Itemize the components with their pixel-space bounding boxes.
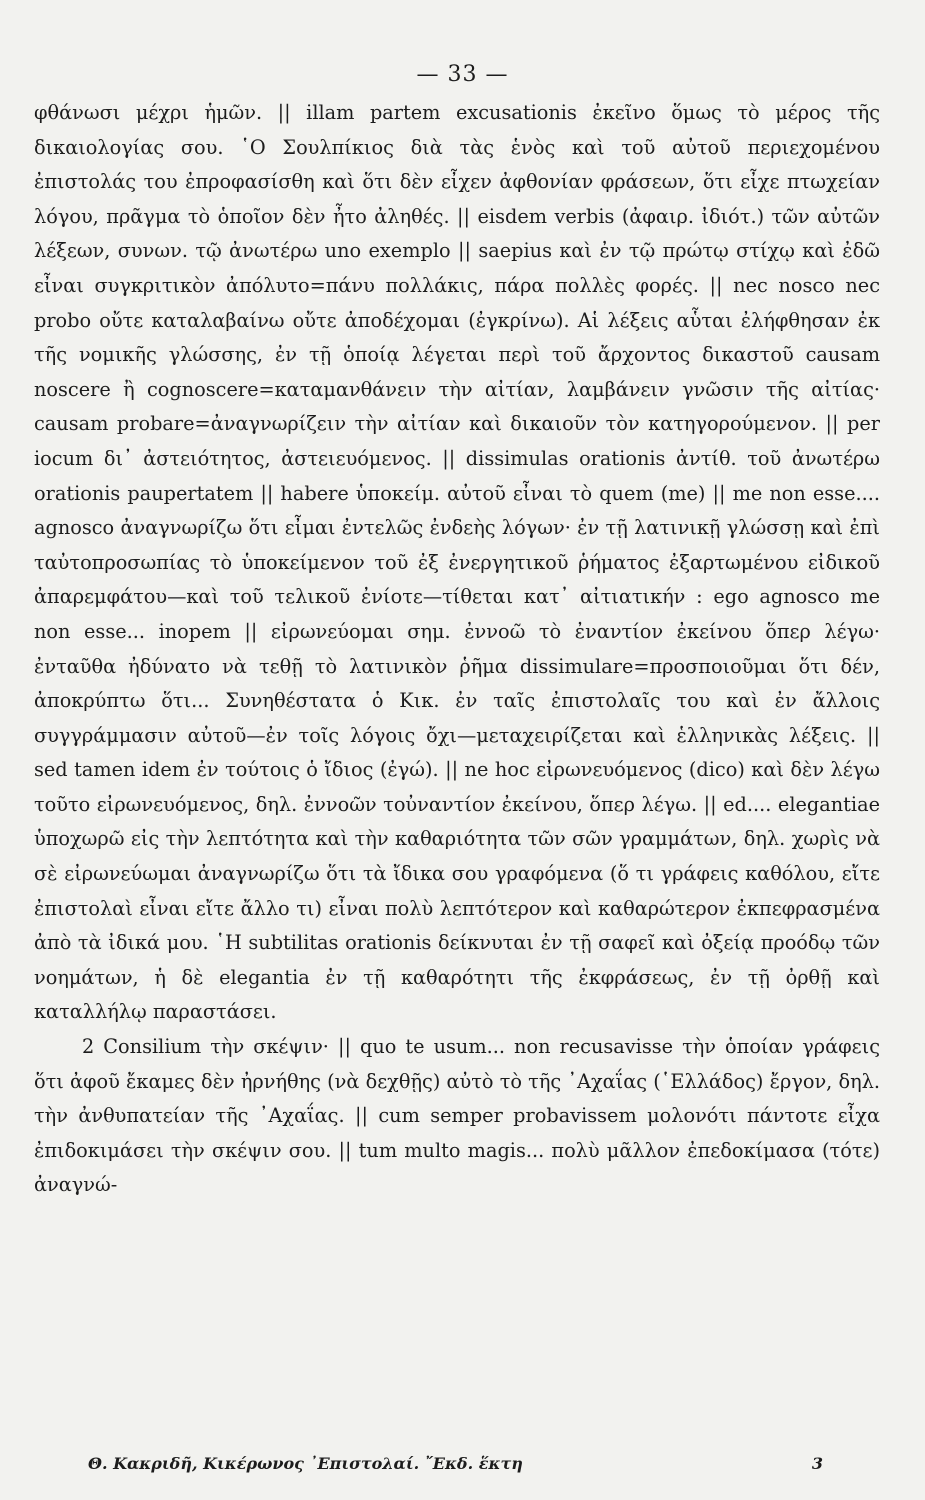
page-number: — 33 — (416, 62, 509, 87)
main-text (34, 96, 880, 1203)
signature-number: 3 (811, 1454, 823, 1473)
signature-text: Θ. Κακριδῆ, Κικέρωνος ᾿Επιστολαί. ῎Εκδ. ἕκτη (88, 1454, 523, 1473)
printer-signature (88, 1454, 823, 1473)
paragraph-2: 2 Consilium τὴν σκέψιν· || quo te usum... non recusavisse τὴν ὁποίαν γράφεις ὅτι ἀφοῦ ἔκαμες δὲν ἠρνήθης (νὰ δεχθῇς) αὐτὸ τὸ τῆς ᾿Αχαΐας (῾Ελλάδος) ἔργον, δηλ. τὴν ἀνθυπατείαν τῆς ᾿Αχαΐας. || cum semper probavissem μολονότι πάντοτε εἶχα ἐπιδοκιμάσει τὴν σκέψιν σου. || tum multo magis... πολὺ μᾶλλον ἐπεδοκίμασα (τότε) ἀναγνώ- (34, 1035, 880, 1197)
paragraph-1: φθάνωσι μέχρι ἡμῶν. || illam partem excusationis ἐκεῖνο ὅμως τὸ μέρος τῆς δικαιολογίας σου. ῾Ο Σουλπίκιος διὰ τὰς ἑνὸς καὶ τοῦ αὐτοῦ περιεχομένου ἐπιστολάς του ἐπροφασίσθη καὶ ὅτι δὲν εἶχεν ἀφθονίαν φράσεων, ὅτι εἶχε πτωχείαν λόγου, πρᾶγμα τὸ ὁποῖον δὲν ἦτο ἀληθές. || eisdem verbis (ἀφαιρ. ἰδιότ.) τῶν αὐτῶν λέξεων, συνων. τῷ ἀνωτέρω uno exemplo || saepius καὶ ἐν τῷ πρώτῳ στίχῳ καὶ ἐδῶ εἶναι συγκριτικὸν ἀπόλυτο=πάνυ πολλάκις, πάρα πολλὲς φορές. || nec nosco nec probo οὔτε καταλαβαίνω οὔτε ἀποδέχομαι (ἐγκρίνω). Αἱ λέξεις αὗται ἐλήφθησαν ἐκ τῆς νομικῆς γλώσσης, ἐν τῇ ὁποίᾳ λέγεται περὶ τοῦ ἄρχοντος δικαστοῦ causam noscere ἢ cognoscere=καταμανθάνειν τὴν αἰτίαν, λαμβάνειν γνῶσιν τῆς αἰτίας· causam probare=ἀναγνωρίζειν τὴν αἰτίαν καὶ δικαιοῦν τὸν κατηγορούμενον. || per iocum δι᾽ ἀστειότητος, ἀστειευόμενος. || dissimulas orationis ἀντίθ. τοῦ ἀνωτέρω orationis paupertatem || habere ὑποκείμ. αὐτοῦ εἶναι τὸ quem (me) || me non esse.... agnosco ἀναγνωρίζω ὅτι εἶμαι ἐντελῶς ἐνδεὴς λόγων· ἐν τῇ λατινικῇ γλώσσῃ καὶ ἐπὶ ταὐτοπροσωπίας τὸ ὑποκείμενον τοῦ ἐξ ἐνεργητικοῦ ῥήματος ἐξαρτωμένου εἰδικοῦ ἀπαρεμφάτου—καὶ τοῦ τελικοῦ ἐνίοτε—τίθεται κατ᾽ αἰτιατικήν : ego agnosco me non esse... inopem || εἰρωνεύομαι σημ. ἐννοῶ τὸ ἐναντίον ἐκείνου ὅπερ λέγω· ἐνταῦθα ἠδύνατο νὰ τεθῇ τὸ λατινικὸν ῥῆμα dissimulare=προσποιοῦμαι ὅτι δέν, ἀποκρύπτω ὅτι... Συνηθέστατα ὁ Κικ. ἐν ταῖς ἐπιστολαῖς του καὶ ἐν ἄλλοις συγγράμμασιν αὐτοῦ—ἐν τοῖς λόγοις ὄχι—μεταχειρίζεται καὶ ἑλληνικὰς λέξεις. || sed tamen idem ἐν τούτοις ὁ ἴδιος (ἐγώ). || ne hoc εἰρωνευόμενος (dico) καὶ δὲν λέγω τοῦτο εἰρωνευόμενος, δηλ. ἐννοῶν τοὐναντίον ἐκείνου, ὅπερ λέγω. || ed.... elegantiae ὑποχωρῶ εἰς τὴν λεπτότητα καὶ τὴν καθαριότητα τῶν σῶν γραμμάτων, δηλ. χωρὶς νὰ σὲ εἰρωνεύωμαι ἀναγνωρίζω ὅτι τὰ ἴδικα σου γραφόμενα (ὅ τι γράφεις καθόλου, εἴτε ἐπιστολαὶ εἶναι εἴτε ἄλλο τι) εἶναι πολὺ λεπτότερον καὶ καθαρώτερον ἐκπεφρασμένα ἀπὸ τὰ ἰδικά μου. ῾Η subtilitas orationis δείκνυται ἐν τῇ σαφεῖ καὶ ὀξείᾳ προόδῳ τῶν νοημάτων, ἡ δὲ elegantia ἐν τῇ καθαρότητι τῆς ἐκφράσεως, ἐν τῇ ὀρθῇ καὶ καταλλήλῳ παραστάσει. (34, 101, 880, 1024)
